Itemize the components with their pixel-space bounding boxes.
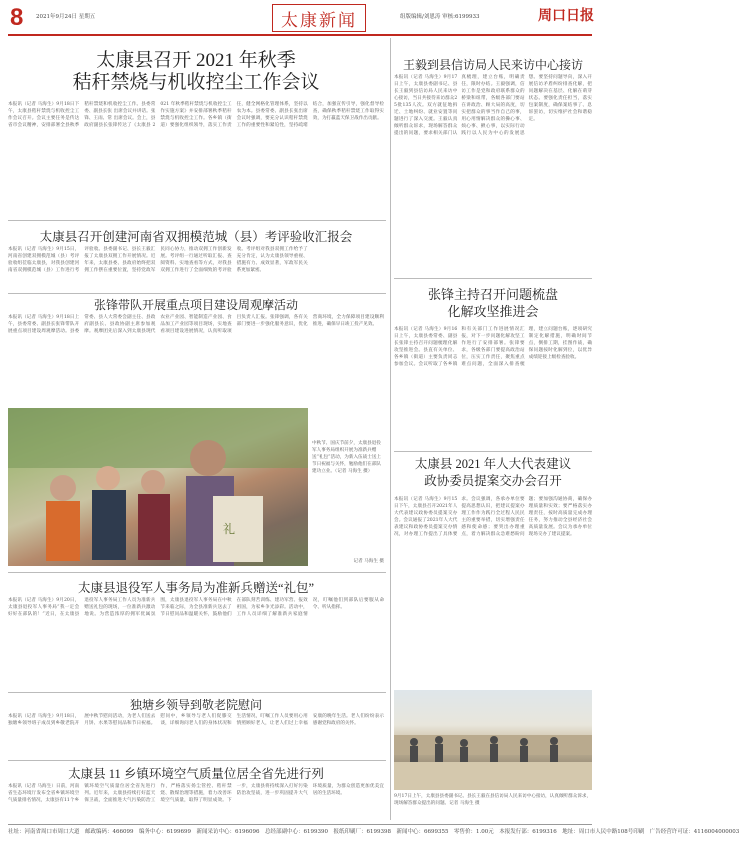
section-title-text: 太康新闻 <box>281 10 357 31</box>
section-rule <box>8 692 386 693</box>
article-body: 本报讯（记者 马海生）9月17日上午，太康县委副书记、县长王毅到县信访局人民来访中心接访，当日共接待来访群众25批135人次。双方就征地拆迁、土地纠纷、就业安置等问题进行了深入交流。王毅认真倾听群众诉求，现场解答群众提出的问题，要求相关部门认真梳理，建立台账，明确责任，限时办结。王毅强调，信访工作是党和政府联系群众的桥梁和纽带，各级各部门要站在讲政治、顾大局的高度，切实把群众的事当作自己的事，用心用情解决群众的操心事、烦心事、揪心事，以实际行动践行以人民为中心的发展思想。要坚持问题导向，深入开展信访矛盾纠纷排查化解，把问题解决在基层、化解在萌芽状态。要强化责任担当，落实包案制度，确保案结事了、息诉罢访，切实维护社会和谐稳定。 <box>394 75 592 136</box>
article-autumn-straw-ban <box>8 50 384 94</box>
section-rule <box>394 451 592 452</box>
section-rule <box>394 278 592 279</box>
article-title: 太康县 2021 年人大代表建议 <box>414 457 572 471</box>
article-body: 本报讯（记者 马海生）9月16日上午，太康县委常委、副县长张锋主持召开问题梳理化解攻坚推进会。县直有关单位、各乡镇（街道）主要负责同志参加会议。会议听取了各乡镇和有关部门工作进展情况汇报，对下一步问题化解攻坚工作进行了安排部署。张锋要求，各级各部门要提高政治站位，压实工作责任，聚焦重点难点问题，全面深入排查梳理，建立问题台账，逐项研究制定化解措施，明确时间节点，倒排工期，挂图作战，确保问题按时化解到位，以优异成绩迎接上级检查验收。 <box>394 327 592 367</box>
photo-illustration <box>8 408 308 566</box>
article-title: 王毅到县信访局人民来访中心接访 <box>402 58 583 72</box>
article-body: 本报讯（记者 马海生）9月18日，独塘乡领导班子成员到乡敬老院开展中秋节慰问活动，为老人们送去月饼、水果等慰问品和节日祝福。慰问中，乡领导与老人们促膝交谈，详细询问老人们的身体状况和生活情况，叮嘱工作人员要用心用情照顾好老人，让老人们过上幸福安康的晚年生活。老人们纷纷表示感谢党和政府的关怀。 <box>8 714 384 726</box>
article-body: 本报讯（记者 马海生）9月15日，河南省创建双拥模范城（县）考评验收组莅临太康县，对我县创建河南省双拥模范城（县）工作进行考评验收。县委副书记、县长王毅汇报了太康县双拥工作开展情况。近年来，太康县委、县政府始终把双拥工作摆在重要位置，坚持党政军民同心协力，推动双拥工作创新发展。考评组一行通过听取汇报、查阅资料、实地查看等方式，对我县双拥工作进行了全面细致的考评验收。考评组对我县双拥工作给予了充分肯定，认为太康县领导重视、措施有力、成效显著，军政军民关系更加紧密。 <box>8 247 308 273</box>
article-title: 秸秆禁烧与机收控尘工作会议 <box>72 72 320 93</box>
article-title: 太康县 11 乡镇环境空气质量位居全省先进行列 <box>68 767 324 781</box>
article-body: 本报讯（记者 马海生）9月18日下午，太康县秸秆禁烧与机收控尘工作会议召开。会议主要任务是传达省市会议精神，安排部署全县秋季秸秆禁烧和机收控尘工作。县委常委、副县长张 出席会议并讲话。张锋、王雨、常 出席会议。会上，县政府副县长张锋传达了《太康县 2021 年秋季秸秆禁烧与机收控尘工作实施方案》并安排部署秋季秸秆禁烧与机收控尘工作。各乡镇（街道）要强化组织领导，落实工作责任，健全网格化管理体系，坚持以农为本。县委常委、副县长张出席会议时强调，要充分认识秸秆禁烧工作的重要性和紧迫性，坚持疏堵结合，加强宣传引导，强化督导检查，确保秋季秸秆禁烧工作取得实效，为打赢蓝天保卫战作出贡献。 <box>8 102 384 128</box>
issue-date: 2021年9月24日 星期五 <box>36 14 96 20</box>
article-title: 化解攻坚推进会 <box>447 304 539 319</box>
photo-veterans-gift <box>8 408 308 566</box>
article-title: 独塘乡领导到敬老院慰问 <box>129 698 262 712</box>
article-body: 本报讯（记者 马海生）9月15日下午，太康县召开2021年人大代表建议政协委员提案交办会。会议通报了2021年人大代表建议和政协委员提案交办情况，对办理工作提出了具体要求。会议强调，各承办单位要提高思想认识，把建议提案办理工作作为践行全过程人民民主的重要举措，切实增强责任感和使命感；要突出办理重点，着力解决群众急难愁盼问题；要加强沟通协商，确保办理质量和实效；要严格落实办理责任，按时高质量完成办理任务，努力推动全县经济社会高质量发展。会议为承办单位现场交办了建议提案。 <box>394 497 592 537</box>
section-rule <box>8 220 386 221</box>
photo-caption: 9月17日上午，太康县县委副书记、县长王毅在县信访局人民来访中心接访，认真倾听群众诉求，现场解答群众提出的问题。记者 马海生 摄 <box>394 794 592 806</box>
section-rule <box>8 760 386 761</box>
section-rule <box>8 572 386 573</box>
article-problem-resolution <box>394 286 592 320</box>
article-title: 张锋带队开展重点项目建设周观摩活动 <box>93 298 298 312</box>
editor-line: 组版编辑/刘恩涛 审核:6199933 <box>400 14 480 20</box>
section-rule <box>8 293 386 294</box>
article-body: 本报讯（记者 马海生）9月18日上午，县委常委、副县长张锋带队开展重点项目建设周观摩活动。县委常委、县人大常委会副主任、县政府副县长、县政协副主席参加观摩。观摩团先后深入到太康县现代农业产业园、智能制造产业园、食品加工产业园等项目现场，实地查看项目建设进展情况，认真听取项目负责人汇报。张锋强调，各有关部门要进一步强化服务意识，优化营商环境，全力保障项目建设顺利推进，确保早日竣工投产见效。 <box>8 315 384 334</box>
photo-caption: 中秋节、国庆节前夕，太康县退役军人事务局组织开展为准新兵赠送“礼包”活动，为新入伍战士送上节日祝福与关怀，勉励他们在部队建功立业。（记者 马海生 摄） <box>312 441 382 474</box>
article-title: 太康县召开创建河南省双拥模范城（县）考评验收汇报会 <box>39 230 353 244</box>
header-rule <box>8 34 592 36</box>
photo-credit: 记者 马海生 摄 <box>353 559 384 564</box>
article-title: 太康县退役军人事务局为准新兵赠送“礼包” <box>77 581 315 595</box>
article-proposals-meeting <box>394 456 592 490</box>
section-title <box>272 4 366 32</box>
page-footer: 社址：河南省周口市周口大道 邮政编码：466099 编务中心：6199699 新闻采访中心：6196096 总经部副中心：6199390 报纸印刷厂：6199398 新闻中心：6699355 零售价：1.00元 本报发行部：6199316 地址：周口市人民中路108号印刷 广告经营许可证：4116004000003 <box>8 824 592 835</box>
column-divider <box>390 38 391 820</box>
article-body: 本报讯（记者 马海生）9月20日，太康县退役军人事务局“我一定会好好在部队的！”近日，在太康县退役军人事务局工作人员为准新兵赠送礼包的现场，一位准新兵激动地说。为营造浓厚的拥军优属氛围，太康县退役军人事务局在中秋节来临之际，为全县准新兵送去了节日慰问品和温暖关怀，鼓励他们在部队刻苦训练、建功军营、报效祖国，为家乡争光添彩。活动中，工作人员详细了解准新兵家庭情况，叮嘱他们到部队后要服从命令、听从指挥。 <box>8 598 384 617</box>
newspaper-logo: 周口日报 <box>538 9 594 24</box>
article-title: 张锋主持召开问题梳盘 <box>427 287 558 302</box>
svg-text:礼: 礼 <box>223 522 236 536</box>
article-title: 太康县召开 2021 年秋季 <box>96 50 296 71</box>
page-number: 8 <box>10 4 24 31</box>
photo-illustration <box>394 690 592 790</box>
article-body: 本报讯（记者 马海生）日前，河南省生态环境厅发布全省乡镇环境空气质量排名情况，太康县有11个乡镇环境空气质量位居全省先进行列。近年来，太康县持续打好蓝天保卫战，全面推进大气污染防治工作，严格落实扬尘管控、秸秆禁烧、散煤治理等措施，着力改善环境空气质量，取得了明显成效。下一步，太康县将持续深入打好污染防治攻坚战，进一步巩固提升大气环境质量，为群众创造更加优美宜居的生活环境。 <box>8 784 384 803</box>
article-title: 政协委员提案交办会召开 <box>424 474 562 488</box>
photo-petition-reception <box>394 690 592 790</box>
